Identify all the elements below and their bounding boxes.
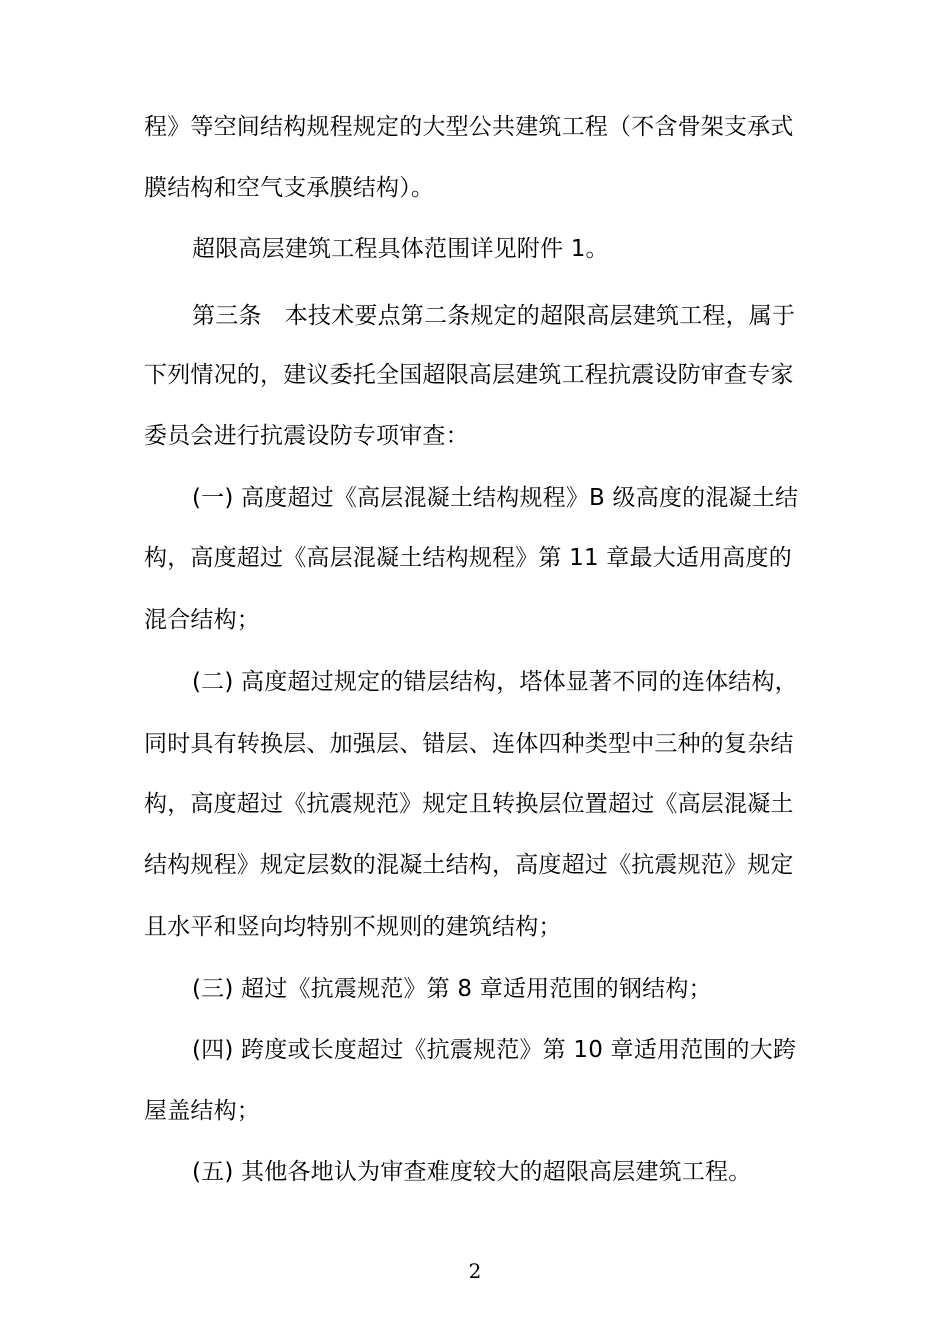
text-line-2: 膜结构和空气支承膜结构）。 (144, 175, 435, 201)
text-line-6: 委员会进行抗震设防专项审查： (144, 423, 469, 449)
text-line-17: 屋盖结构； (144, 1098, 260, 1124)
text-line-18: (五) 其他各地认为审查难度较大的超限高层建筑工程。 (192, 1159, 752, 1185)
text-line-12: 构，高度超过《抗震规范》规定且转换层位置超过《高层混凝土 (144, 791, 794, 817)
text-line-1: 程》等空间结构规程规定的大型公共建筑工程（不含骨架支承式 (144, 114, 794, 140)
text-line-10: (二) 高度超过规定的错层结构，塔体显著不同的连体结构， (192, 669, 798, 695)
text-line-3: 超限高层建筑工程具体范围详见附件 1。 (192, 236, 609, 262)
text-line-14: 且水平和竖向均特别不规则的建筑结构； (144, 914, 562, 940)
text-line-11: 同时具有转换层、加强层、错层、连体四种类型中三种的复杂结 (144, 731, 794, 757)
text-line-13: 结构规程》规定层数的混凝土结构，高度超过《抗震规范》规定 (144, 852, 794, 878)
text-line-7: (一) 高度超过《高层混凝土结构规程》B 级高度的混凝土结 (192, 485, 799, 511)
text-line-16: (四) 跨度或长度超过《抗震规范》第 10 章适用范围的大跨 (192, 1037, 797, 1063)
text-line-8: 构，高度超过《高层混凝土结构规程》第 11 章最大适用高度的 (144, 545, 792, 571)
text-line-15: (三) 超过《抗震规范》第 8 章适用范围的钢结构； (192, 976, 712, 1002)
page-number: 2 (468, 1259, 482, 1283)
text-line-9: 混合结构； (144, 607, 260, 633)
text-line-5: 下列情况的，建议委托全国超限高层建筑工程抗震设防审查专家 (144, 362, 794, 388)
text-line-4: 第三条 本技术要点第二条规定的超限高层建筑工程，属于 (192, 303, 796, 329)
